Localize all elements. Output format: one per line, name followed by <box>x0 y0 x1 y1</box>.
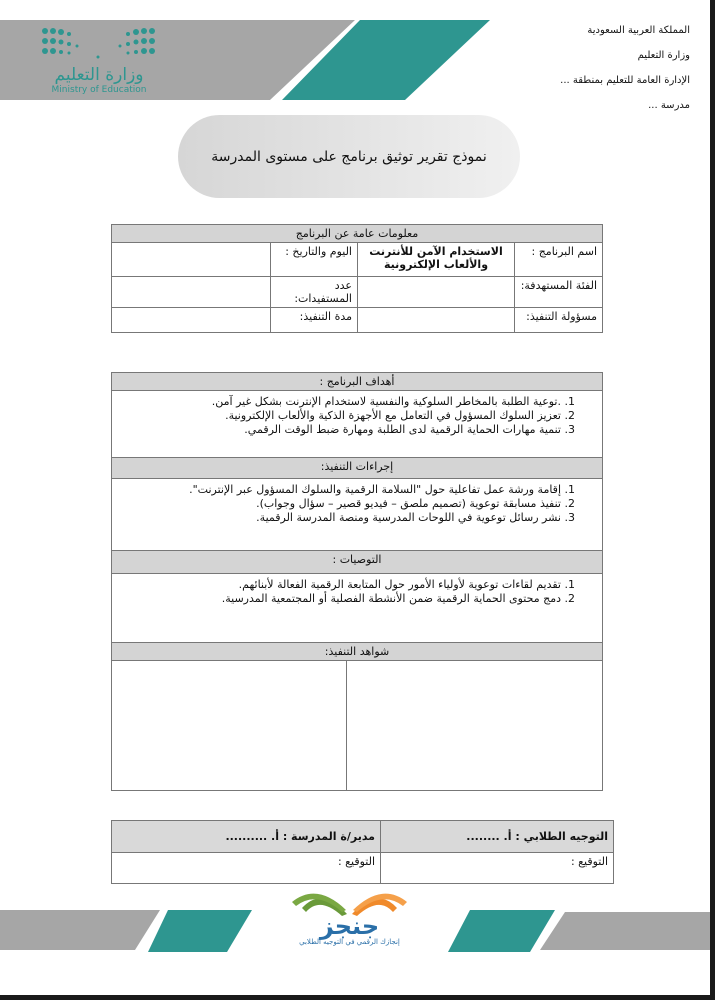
evidence-box-left[interactable] <box>112 661 347 791</box>
header-region: الإدارة العامة للتعليم بمنطقة ... <box>560 75 690 86</box>
header-school: مدرسة ... <box>648 100 690 111</box>
page-title: نموذج تقرير توثيق برنامج على مستوى المدرسة <box>178 115 520 198</box>
goals-list <box>117 395 575 437</box>
goal-item: 1. .توعية الطلبة بالمخاطر السلوكية والنفسية لاستخدام الإنترنت بشكل غير آمن. <box>117 395 561 409</box>
evidence-box-right[interactable] <box>347 661 603 791</box>
header-ministry: وزارة التعليم <box>637 50 690 61</box>
counselor-signature[interactable]: التوقيع : <box>381 853 614 884</box>
logo-english: Ministry of Education <box>51 85 147 95</box>
target-label: الفئة المستهدفة: <box>515 277 603 308</box>
procedure-item: 3. نشر رسائل توعوية في اللوحات المدرسية ومنصة المدرسة الرقمية. <box>117 511 561 525</box>
details-table <box>111 372 603 791</box>
recommendation-item: 1. تقديم لقاءات توعوية لأولياء الأمور حول المتابعة الرقمية الفعالة لأبنائهم. <box>117 578 561 592</box>
count-field[interactable] <box>112 277 271 308</box>
book-icon <box>262 880 437 916</box>
logo-arabic: وزارة التعليم <box>54 65 144 85</box>
dots-icon <box>40 25 158 61</box>
recommendations-heading: التوصيات : <box>112 551 603 574</box>
counselor-name: التوجيه الطلابي : أ. ........ <box>381 821 614 853</box>
target-field[interactable] <box>358 277 515 308</box>
responsible-label: مسؤولة التنفيذ: <box>515 308 603 333</box>
procedure-item: 1. إقامة ورشة عمل تفاعلية حول "السلامة الرقمية والسلوك المسؤول عبر الإنترنت". <box>117 483 561 497</box>
info-heading: معلومات عامة عن البرنامج <box>112 225 603 243</box>
info-table <box>111 224 603 333</box>
date-label: اليوم والتاريخ : <box>271 243 358 277</box>
ministry-logo <box>40 25 158 103</box>
recommendation-item: 2. دمج محتوى الحماية الرقمية ضمن الأنشطة الفصلية أو المجتمعية المدرسية. <box>117 592 561 606</box>
header-country: المملكة العربية السعودية <box>587 25 690 36</box>
date-field[interactable] <box>112 243 271 277</box>
goal-item: 2. تعزيز السلوك المسؤول في التعامل مع الأجهزة الذكية والألعاب الإلكترونية. <box>117 409 561 423</box>
logo-tagline: إنجازك الرقمي في التوجيه الطلابي <box>299 938 400 946</box>
principal-name: مدير/ة المدرسة : أ. .......... <box>112 821 381 853</box>
procedures-list <box>117 483 575 525</box>
count-label: عدد المستفيدات: <box>271 277 358 308</box>
principal-signature[interactable]: التوقيع : <box>112 853 381 884</box>
duration-field[interactable] <box>112 308 271 333</box>
logo-name: جنجز <box>319 912 380 940</box>
duration-label: مدة التنفيذ: <box>271 308 358 333</box>
signature-table <box>111 820 614 884</box>
goals-heading: أهداف البرنامج : <box>112 373 603 391</box>
program-label: اسم البرنامج : <box>515 243 603 277</box>
evidence-heading: شواهد التنفيذ: <box>112 643 603 661</box>
recommendations-list <box>117 578 575 606</box>
procedures-heading: إجراءات التنفيذ: <box>112 458 603 479</box>
procedure-item: 2. تنفيذ مسابقة توعوية (تصميم ملصق – فيديو قصير – سؤال وجواب). <box>117 497 561 511</box>
goal-item: 3. تنمية مهارات الحماية الرقمية لدى الطلبة ومهارة ضبط الوقت الرقمي. <box>117 423 561 437</box>
responsible-field[interactable] <box>358 308 515 333</box>
program-value: الاستخدام الآمن للأنترنت والألعاب الإلكترونية <box>358 243 515 277</box>
footer-logo <box>262 880 437 955</box>
